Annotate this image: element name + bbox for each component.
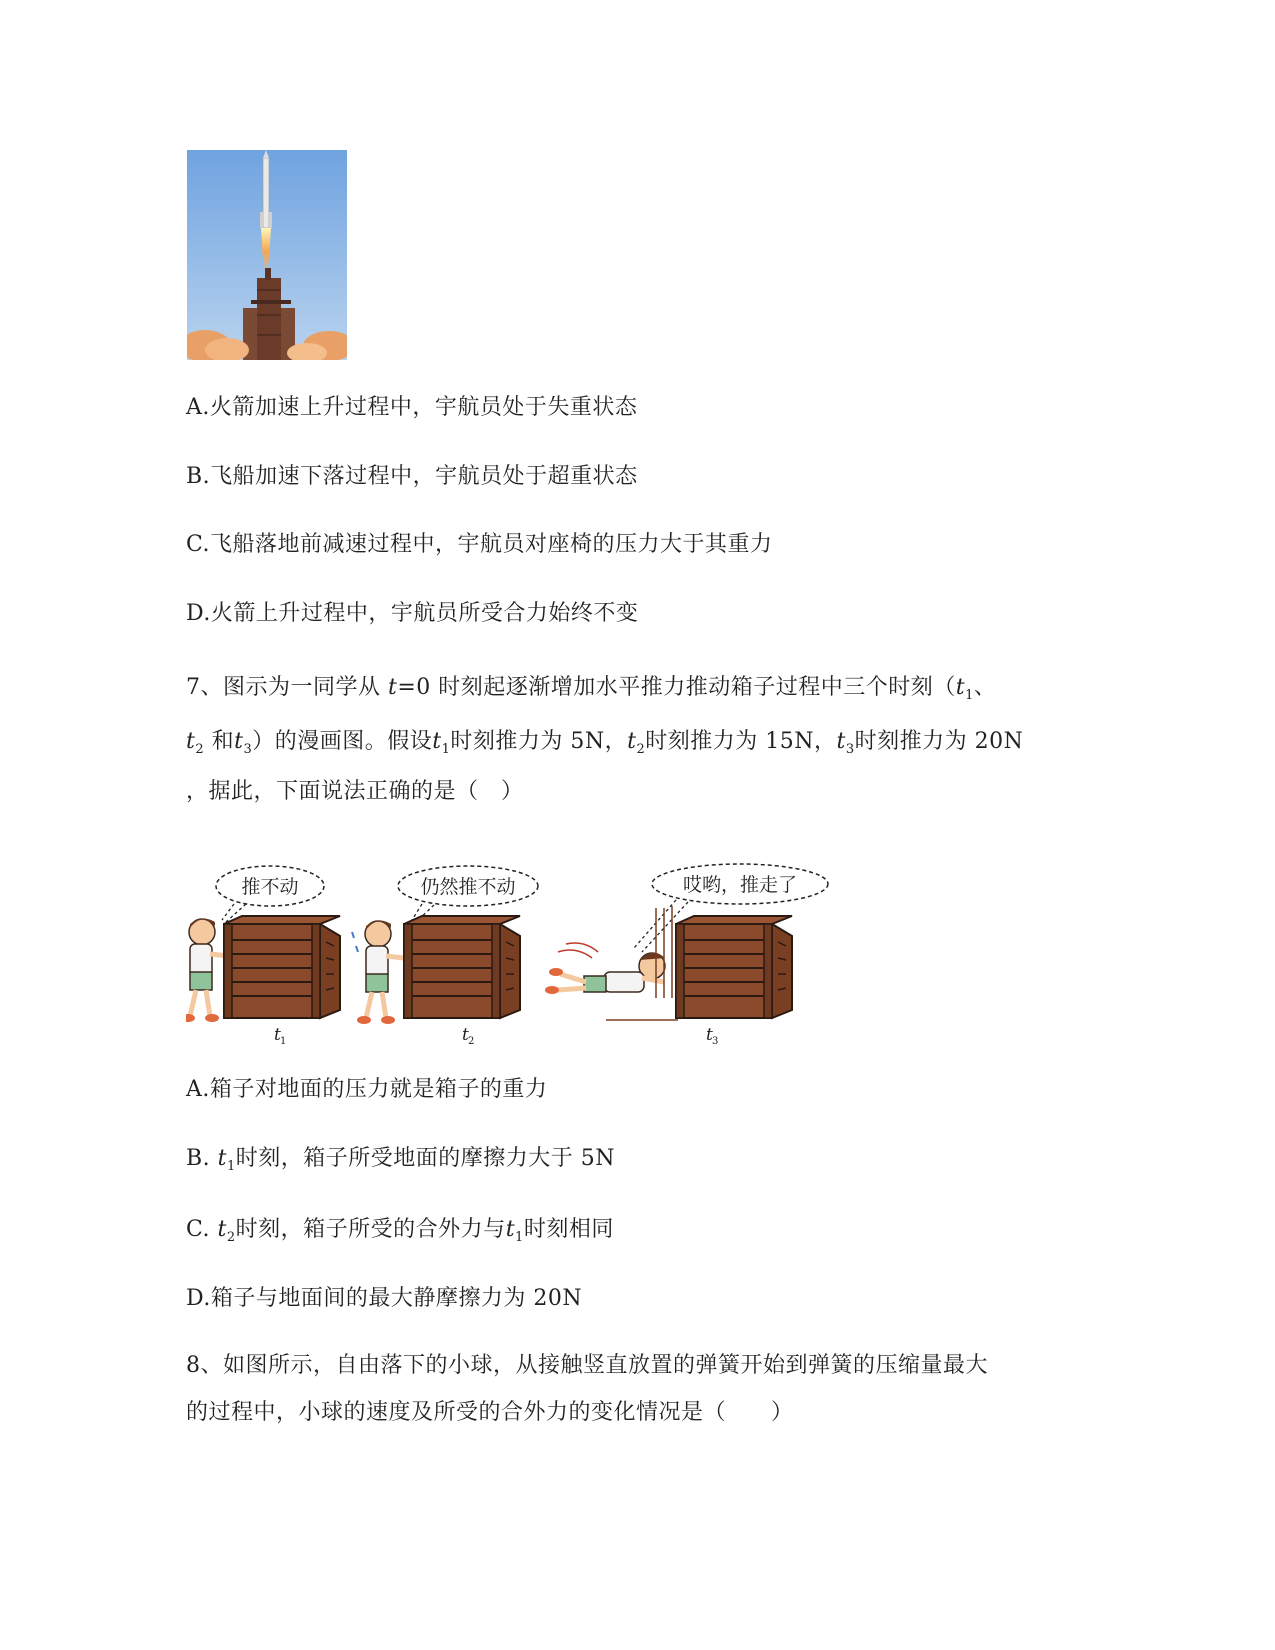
option-text: 箱子对地面的压力就是箱子的重力 [209, 1077, 548, 1102]
q6-option-a [186, 393, 637, 423]
crate [224, 916, 340, 1018]
q7-stem-line-3: ，据此，下面说法正确的是（ ） [186, 779, 524, 804]
q8-stem-line-1: 8、如图所示，自由落下的小球，从接触竖直放置的弹簧开始到弹簧的压缩量最大 [186, 1353, 988, 1378]
stem-text: ）的漫画图。假设 [252, 729, 433, 754]
var-t: t [627, 729, 637, 754]
option-label: B. [186, 464, 211, 489]
q7-option-d [186, 1284, 582, 1314]
option-text: 飞船落地前减速过程中，宇航员对座椅的压力大于其重力 [210, 532, 773, 557]
option-label: C. [186, 1217, 211, 1242]
subscript: 2 [226, 1230, 236, 1245]
subscript: 2 [636, 742, 646, 757]
time-subscript: 2 [468, 1036, 475, 1047]
crate [404, 916, 520, 1018]
option-text: 火箭上升过程中，宇航员所受合力始终不变 [210, 601, 639, 626]
q8-stem-line-2: 的过程中，小球的速度及所受的合外力的变化情况是（ ） [186, 1400, 794, 1425]
option-label: A. [186, 395, 210, 420]
subscript: 1 [515, 1230, 524, 1245]
stem-text: 7、图示为一同学从 [186, 675, 388, 700]
stem-text: 时刻推力为 15N， [645, 729, 837, 754]
subscript: 1 [227, 1159, 236, 1174]
stem-text: 、 [973, 675, 997, 700]
subscript: 3 [845, 742, 855, 757]
subscript: 1 [965, 688, 974, 703]
q6-option-d [186, 599, 638, 629]
time-subscript: 3 [712, 1036, 719, 1047]
subscript: 2 [195, 742, 205, 757]
q7-stem-line-1 [186, 673, 996, 711]
var-t: t [217, 1146, 228, 1171]
time-subscript: 1 [280, 1036, 287, 1047]
bubble-text-3: 哎哟，推走了 [682, 874, 798, 896]
var-t: t [955, 675, 966, 700]
option-label: C. [186, 532, 211, 557]
kid-falling-figure [545, 906, 672, 998]
var-t: t [388, 675, 398, 700]
box-pushing-cartoon [186, 848, 846, 1053]
var-t: t [234, 729, 244, 754]
rocket-launch-photo [187, 150, 347, 360]
q7-stem-line-2 [186, 727, 1023, 765]
option-label: D. [186, 601, 211, 626]
option-label: A. [186, 1077, 210, 1102]
var-t: t [505, 1217, 516, 1242]
q7-option-b [186, 1144, 615, 1182]
stem-text: =0 时刻起逐渐增加水平推力推动箱子过程中三个时刻（ [397, 675, 956, 700]
stem-text: 时刻推力为 20N [854, 729, 1024, 754]
var-t: t [217, 1217, 227, 1242]
q6-option-c [186, 530, 773, 560]
stem-text: 和 [204, 729, 235, 754]
var-t: t [432, 729, 442, 754]
q7-option-a [186, 1075, 547, 1105]
option-text: 时刻，箱子所受地面的摩擦力大于 5N [235, 1146, 616, 1171]
option-text: 时刻，箱子所受的合外力与 [235, 1217, 506, 1242]
q6-option-b [186, 462, 638, 492]
bubble-text-2: 仍然推不动 [420, 876, 516, 898]
option-text: 箱子与地面间的最大静摩擦力为 20N [210, 1286, 583, 1311]
q7-option-c [186, 1215, 614, 1253]
kid-figure [186, 918, 228, 1022]
option-text: 飞船加速下落过程中，宇航员处于超重状态 [210, 464, 638, 489]
time-label-t3: t [706, 1025, 713, 1045]
kid-figure [357, 920, 404, 1024]
time-label-t2: t [462, 1025, 469, 1045]
var-t: t [836, 729, 846, 754]
subscript: 3 [243, 742, 253, 757]
time-label-t1: t [274, 1025, 281, 1045]
option-text: 时刻相同 [523, 1217, 614, 1242]
var-t: t [186, 729, 196, 754]
subscript: 1 [441, 742, 451, 757]
bubble-text-1: 推不动 [241, 876, 299, 898]
crate [676, 916, 792, 1018]
option-label: B. [186, 1146, 211, 1171]
stem-text: 时刻推力为 5N， [450, 729, 628, 754]
option-label: D. [186, 1286, 211, 1311]
option-text: 火箭加速上升过程中，宇航员处于失重状态 [209, 395, 638, 420]
